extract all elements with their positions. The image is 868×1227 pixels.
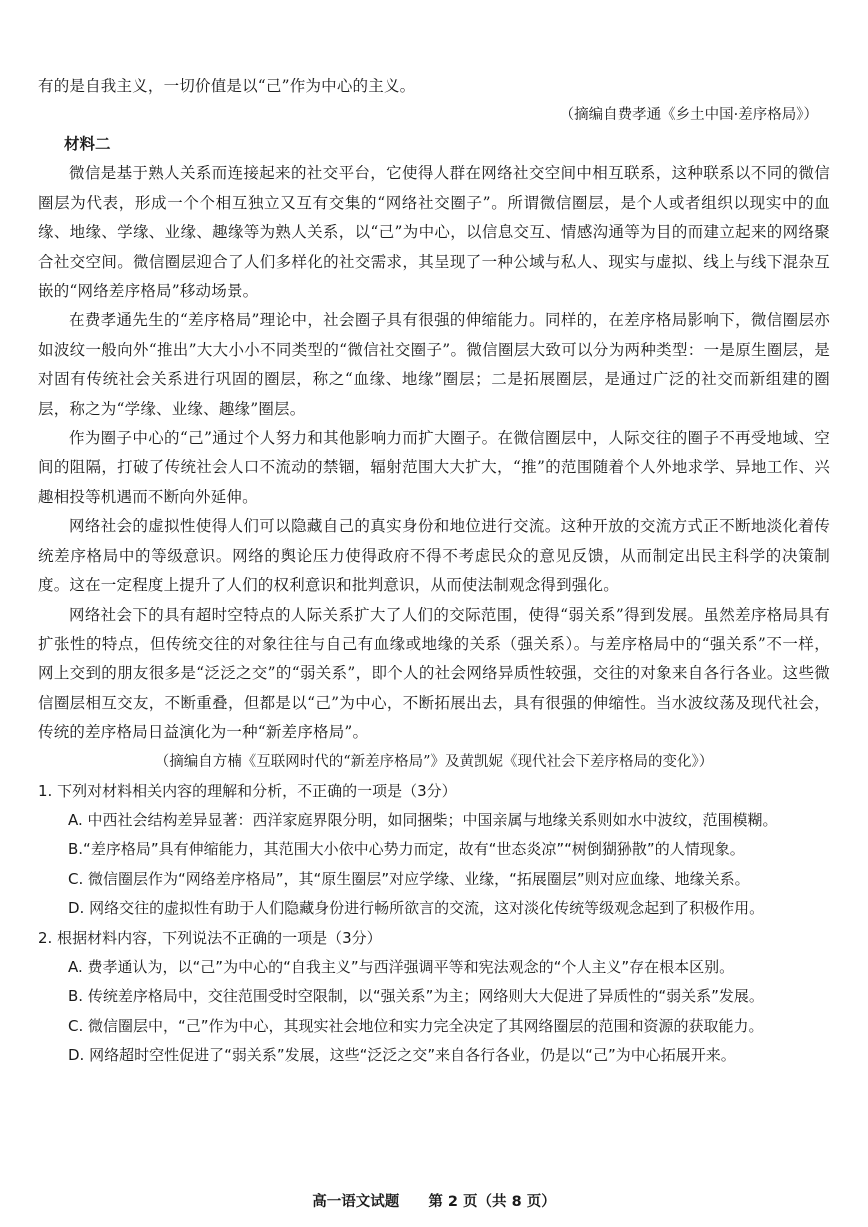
source-citation-2: （摘编自方楠《互联网时代的“新差序格局”》及黄凯妮《现代社会下差序格局的变化》） [154,753,714,770]
question-1 [38,777,830,924]
footer-subject: 高一语文试题 [312,1194,400,1210]
page-footer [0,1190,868,1211]
question-stem: 1. 下列对材料相关内容的理解和分析，不正确的一项是（3分） [38,781,457,800]
option-b: B.“差序格局”具有伸缩能力，其范围大小依中心势力而定，故有“世态炎凉”“树倒猢狲散”的人情现象。 [68,840,745,859]
option-a: A. 中西社会结构差异显著：西洋家庭界限分明，如同捆柴；中国亲属与地缘关系则如水中波纹，范围模糊。 [68,810,778,829]
option-d: D. 网络超时空性促进了“弱关系”发展，这些“泛泛之交”来自各行各业，仍是以“己”为中心拓展开来。 [68,1046,736,1065]
question-2 [38,924,830,1071]
material-2-heading: 材料二 [64,135,111,154]
question-stem: 2. 根据材料内容，下列说法不正确的一项是（3分） [38,928,382,947]
option-a: A. 费孝通认为，以“己”为中心的“自我主义”与西洋强调平等和宪法观念的“个人主义”存在根本区别。 [68,957,735,976]
material-2-paragraph: 微信是基于熟人关系而连接起来的社交平台，它使得人群在网络社交空间中相互联系，这种联系以不同的微信圈层为代表，形成一个个相互独立又互有交集的“网络社交圈子”。所谓微信圈层，是个人或者组织以现实中的血缘、地缘、学缘、业缘、趣缘等为熟人关系，以“己”为中心，以信息交互、情感沟通等为目的而建立起来的网络聚合社交空间。微信圈层迎合了人们多样化的社交需求，其呈现了一种公域与私人、现实与虚拟、线上与线下混杂互嵌的“网络差序格局”移动场景。 [38,164,830,301]
continued-text: 有的是自我主义，一切价值是以“己”作为中心的主义。 [38,77,416,95]
option-c: C. 微信圈层中，“己”作为中心，其现实社会地位和实力完全决定了其网络圈层的范围和资源的获取能力。 [68,1016,764,1035]
source-citation-1: （摘编自费孝通《乡土中国·差序格局》） [559,107,818,124]
option-c: C. 微信圈层作为“网络差序格局”，其“原生圈层”对应学缘、业缘，“拓展圈层”则对应血缘、地缘关系。 [68,869,750,888]
option-d: D. 网络交往的虚拟性有助于人们隐藏身份进行畅所欲言的交流，这对淡化传统等级观念起到了积极作用。 [68,899,765,918]
footer-page-number: 第 2 页（共 8 页） [428,1194,556,1210]
material-2-paragraph: 网络社会的虚拟性使得人们可以隐藏自己的真实身份和地位进行交流。这种开放的交流方式正不断地淡化着传统差序格局中的等级意识。网络的舆论压力使得政府不得不考虑民众的意见反馈，从而制定出民主科学的决策制度。这在一定程度上提升了人们的权利意识和批判意识，从而使法制观念得到强化。 [38,517,830,595]
material-2-paragraph: 作为圈子中心的“己”通过个人努力和其他影响力而扩大圈子。在微信圈层中，人际交往的圈子不再受地域、空间的阻隔，打破了传统社会人口不流动的禁锢，辐射范围大大扩大，“推”的范围随着个人外地求学、异地工作、兴趣相投等机遇而不断向外延伸。 [38,429,830,506]
reading-material [38,72,830,1071]
option-b: B. 传统差序格局中，交往范围受时空限制，以“强关系”为主；网络则大大促进了异质性的“弱关系”发展。 [68,987,764,1006]
material-2-paragraph: 在费孝通先生的“差序格局”理论中，社会圈子具有很强的伸缩能力。同样的，在差序格局影响下，微信圈层亦如波纹一般向外“推出”大大小小不同类型的“微信社交圈子”。微信圈层大致可以分为两种类型：一是原生圈层，是对固有传统社会关系进行巩固的圈层，称之“血缘、地缘”圈层；二是拓展圈层，是通过广泛的社交而新组建的圈层，称之为“学缘、业缘、趣缘”圈层。 [38,311,830,418]
material-2-paragraph: 网络社会下的具有超时空特点的人际关系扩大了人们的交际范围，使得“弱关系”得到发展。虽然差序格局具有扩张性的特点，但传统交往的对象往往与自己有血缘或地缘的关系（强关系）。与差序格局中的“强关系”不一样，网上交到的朋友很多是“泛泛之交”的“弱关系”，即个人的社会网络异质性较强，交往的对象来自各行各业。这些微信圈层相互交友，不断重叠，但都是以“己”为中心，不断拓展出去，具有很强的伸缩性。当水波纹荡及现代社会，传统的差序格局日益演化为一种“新差序格局”。 [38,605,830,742]
